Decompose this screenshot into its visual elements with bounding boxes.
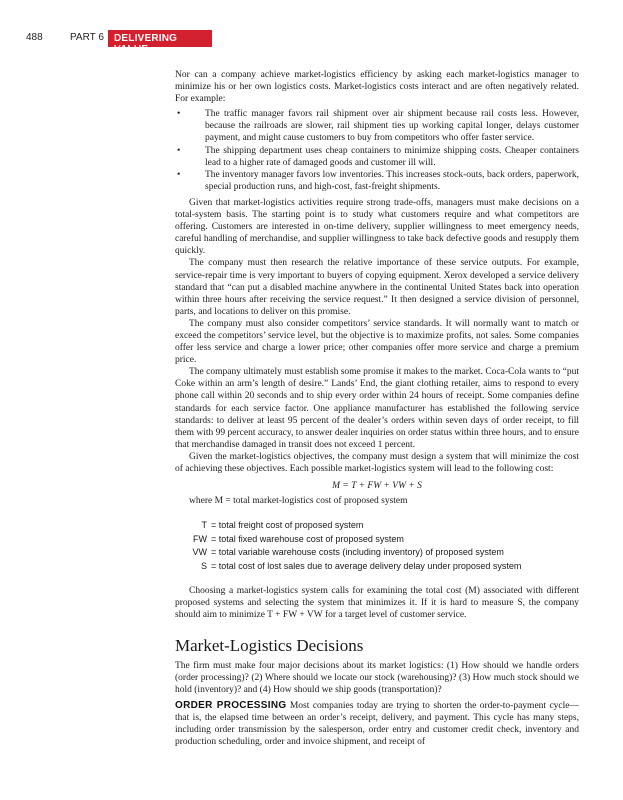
paragraph: Given that market-logistics activities require strong trade-offs, managers must make decisions on a total-system basis. The starting point is to study what customers require and what competitors are offering. Customers are interested in on-time delivery, supplier willingness to meet emergency needs, careful handling of merchandise, and supplier willingness to take back defective goods and resupply them quickly. (175, 197, 579, 257)
definition-text: = total variable warehouse costs (including inventory) of proposed system (211, 547, 504, 558)
definition-text: = total fixed warehouse cost of proposed system (211, 533, 404, 544)
list-item: • The shipping department uses cheap containers to minimize shipping costs. Cheaper containers lead to a higher rate of damaged goods and customer ill will. (177, 145, 579, 168)
paragraph: The company must also consider competitors’ service standards. It will normally want to match or exceed the competitors’ service level, but the objective is to maximize profits, not sales. Some companies offer less service and charge a lower price; other companies offer more service and charge a premium price. (175, 318, 579, 366)
page-header (0, 30, 623, 55)
definition-row (175, 560, 521, 574)
cost-formula: M = T + FW + VW + S (332, 481, 422, 492)
section-title: DELIVERING VALUE (114, 33, 178, 55)
bullet-icon: • (177, 169, 181, 180)
paragraph: Choosing a market-logistics system calls for examining the total cost (M) associated with different proposed systems and selecting the system that minimizes it. If it is hard to measure S, the company should aim to minimize T + FW + VW for a target level of customer service. (175, 586, 579, 621)
bullet-icon: • (177, 109, 181, 120)
paragraph: Given the market-logistics objectives, the company must design a system that will minimize the cost of achieving these objectives. Each possible market-logistics system will lead to the following cost: (175, 451, 579, 474)
definition-text: = total freight cost of proposed system (211, 520, 364, 531)
section-intro-paragraph: The firm must make four major decisions about its market logistics: (1) How should we handle orders (order processing)? (2) Where should we locate our stock (warehousing)? (3) How much stock should we hold (inventory)? and (4) How should we ship goods (transportation)? (175, 660, 579, 695)
list-item: • The traffic manager favors rail shipment over air shipment because rail costs less. However, because the railroads are slower, rail shipment ties up working capital longer, delays customer payment, and might cause customers to buy from competitors who offer faster service. (177, 109, 579, 144)
section-title-band (108, 30, 212, 55)
definition-text: = total cost of lost sales due to average delivery delay under proposed system (211, 560, 522, 571)
definition-symbol: VW (192, 547, 207, 558)
paragraph: The company must then research the relative importance of these service outputs. For example, service-repair time is very important to buyers of copying equipment. Xerox developed a service delivery standard that “can put a disabled machine anywhere in the continental United States back into operation within three hours after receiving the service request.” It then designed a service division of personnel, parts, and locations to deliver on this promise. (175, 258, 579, 317)
definition-row (175, 546, 521, 560)
page-number: 488 (26, 32, 43, 43)
definition-symbol: FW (193, 533, 207, 544)
formula-definitions (175, 519, 521, 573)
paragraph: The company ultimately must establish some promise it makes to the market. Coca-Cola wants to “put Coke within an arm’s length of desire.” Lands’ End, the giant clothing retailer, aims to respond to every phone call within 20 seconds and to ship every order within 24 hours of receipt. Some companies define standards for each service factor. One appliance manufacturer has established the following service standards: to deliver at least 95 percent of the dealer’s orders within seven days of order receipt, to fill them with 99 percent accuracy, to answer dealer inquiries on order status within three hours, and to ensure that merchandise damaged in transit does not exceed 1 percent. (175, 367, 579, 450)
cost-tradeoff-list (175, 108, 579, 193)
part-label: PART 6 (70, 32, 104, 43)
intro-paragraph: Nor can a company achieve market-logistics efficiency by asking each market-logistics manager to minimize his or her own logistics costs. Market-logistics costs interact and are often negatively related. For example: (175, 70, 579, 105)
bullet-icon: • (177, 145, 181, 156)
body-column (175, 69, 579, 748)
list-item: • The inventory manager favors low inventories. This increases stock-outs, back orders, paperwork, special production runs, and high-cost, fast-freight shipments. (177, 169, 579, 192)
definition-symbol: T (201, 520, 207, 531)
formula-where-line: where M = total market-logistics cost of proposed system (189, 496, 408, 507)
order-processing-text: Most companies today are trying to shorten the order-to-payment cycle—that is, the elapsed time between an order’s receipt, delivery, and payment. This cycle has many steps, including order transmission by the salesperson, order entry and customer credit check, inventory and production scheduling, order and invoice shipment, and receipt of (175, 700, 580, 748)
order-processing-label: ORDER PROCESSING (175, 699, 287, 711)
definition-row (175, 519, 521, 533)
section-heading: Market-Logistics Decisions (175, 635, 364, 655)
definition-symbol: S (200, 560, 207, 571)
definition-row (175, 533, 521, 547)
order-processing-paragraph (175, 700, 579, 748)
